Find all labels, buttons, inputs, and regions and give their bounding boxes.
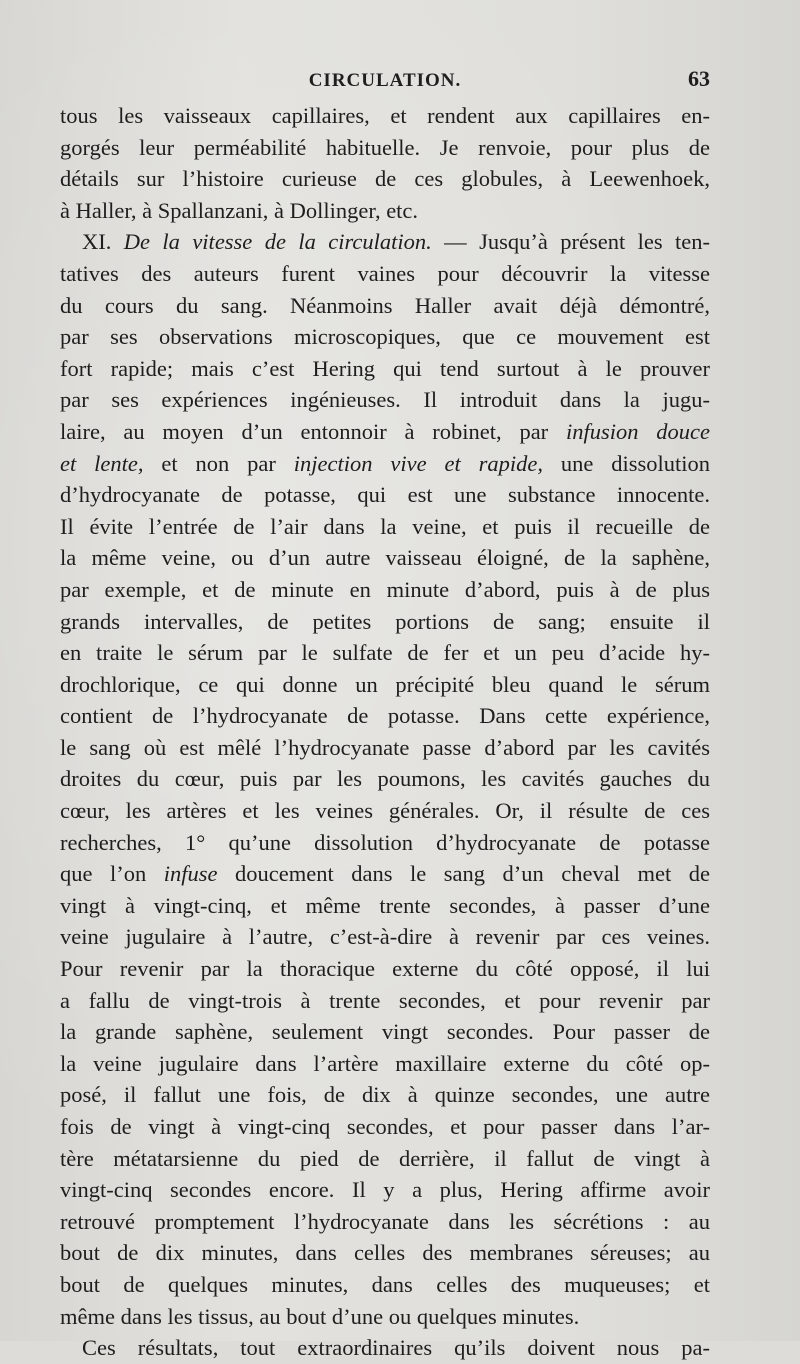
text-line: fois de vingt à vingt-cinq secondes, et pour passer dans l’ar- [60,1114,710,1139]
text-line: XI. De la vitesse de la circulation. — Jusqu’à présent les ten- [82,229,710,255]
text-line: par exemple, et de minute en minute d’abord, puis à de plus [60,576,710,602]
text-line: tous les vaisseaux capillaires, et rendent aux capillaires en- [60,103,710,128]
text-line: bout de dix minutes, dans celles des membranes séreuses; au [60,1240,710,1266]
text-line: fort rapide; mais c’est Hering qui tend surtout à le prouver [60,355,710,381]
text-line: et lente, et non par injection vive et rapide, une dissolution [60,450,710,476]
text-line: à Haller, à Spallanzani, à Dollinger, etc. [60,197,419,223]
text-line: vingt à vingt-cinq, et même trente secondes, à passer d’une [60,892,710,918]
text-line: Ces résultats, tout extraordinaires qu’ils doivent nous pa- [82,1335,710,1361]
text-line: posé, il fallut une fois, de dix à quinze secondes, une autre [60,1082,710,1108]
text-line: du cours du sang. Néanmoins Haller avait déjà démontré, [60,292,710,318]
text-line: gorgés leur perméabilité habituelle. Je renvoie, pour plus de [60,134,710,160]
text-line: retrouvé promptement l’hydrocyanate dans les sécrétions : au [60,1208,710,1234]
text-line: contient de l’hydrocyanate de potasse. Dans cette expérience, [60,703,710,729]
text-line: la même veine, ou d’un autre vaisseau éloigné, de la saphène, [60,545,710,571]
text-line: veine jugulaire à l’autre, c’est-à-dire à revenir par ces veines. [60,924,710,950]
text-line: d’hydrocyanate de potasse, qui est une substance innocente. [60,482,710,508]
text-line: par ses expériences ingénieuses. Il introduit dans la jugu- [60,387,710,413]
body-text [60,100,710,1364]
page-number: 63 [688,66,710,91]
text-line: vingt-cinq secondes encore. Il y a plus, Hering affirme avoir [60,1177,710,1203]
running-head [60,62,710,92]
text-line: drochlorique, ce qui donne un précipité bleu quand le sérum [60,671,710,697]
text-line: laire, au moyen d’un entonnoir à robinet, par infusion douce [60,418,710,444]
text-line: droites du cœur, puis par les poumons, les cavités gauches du [60,766,710,792]
text-line: le sang où est mêlé l’hydrocyanate passe d’abord par les cavités [60,734,710,760]
text-line: grands intervalles, de petites portions de sang; ensuite il [60,608,710,634]
text-line: tatives des auteurs furent vaines pour découvrir la vitesse [60,260,710,286]
text-line: bout de quelques minutes, dans celles des muqueuses; et [60,1271,710,1297]
text-line: Il évite l’entrée de l’air dans la veine, et puis il recueille de [60,513,710,539]
text-line: la veine jugulaire dans l’artère maxillaire externe du côté op- [60,1050,710,1076]
text-line: par ses observations microscopiques, que ce mouvement est [60,324,710,350]
text-line: détails sur l’histoire curieuse de ces globules, à Leewenhoek, [60,166,710,192]
running-title: CIRCULATION. [308,70,462,91]
text-line: la grande saphène, seulement vingt secondes. Pour passer de [60,1019,710,1045]
text-line: cœur, les artères et les veines générales. Or, il résulte de ces [60,798,710,824]
text-line: a fallu de vingt-trois à trente secondes, et pour revenir par [60,987,710,1013]
text-line: même dans les tissus, au bout d’une ou quelques minutes. [60,1303,580,1329]
text-line: que l’on infuse doucement dans le sang d’un cheval met de [60,861,710,887]
text-line: recherches, 1° qu’une dissolution d’hydrocyanate de potasse [60,829,710,855]
text-line: tère métatarsienne du pied de derrière, il fallut de vingt à [60,1145,710,1171]
text-line: Pour revenir par la thoracique externe du côté opposé, il lui [60,956,710,982]
text-line: en traite le sérum par le sulfate de fer et un peu d’acide hy- [60,640,710,666]
